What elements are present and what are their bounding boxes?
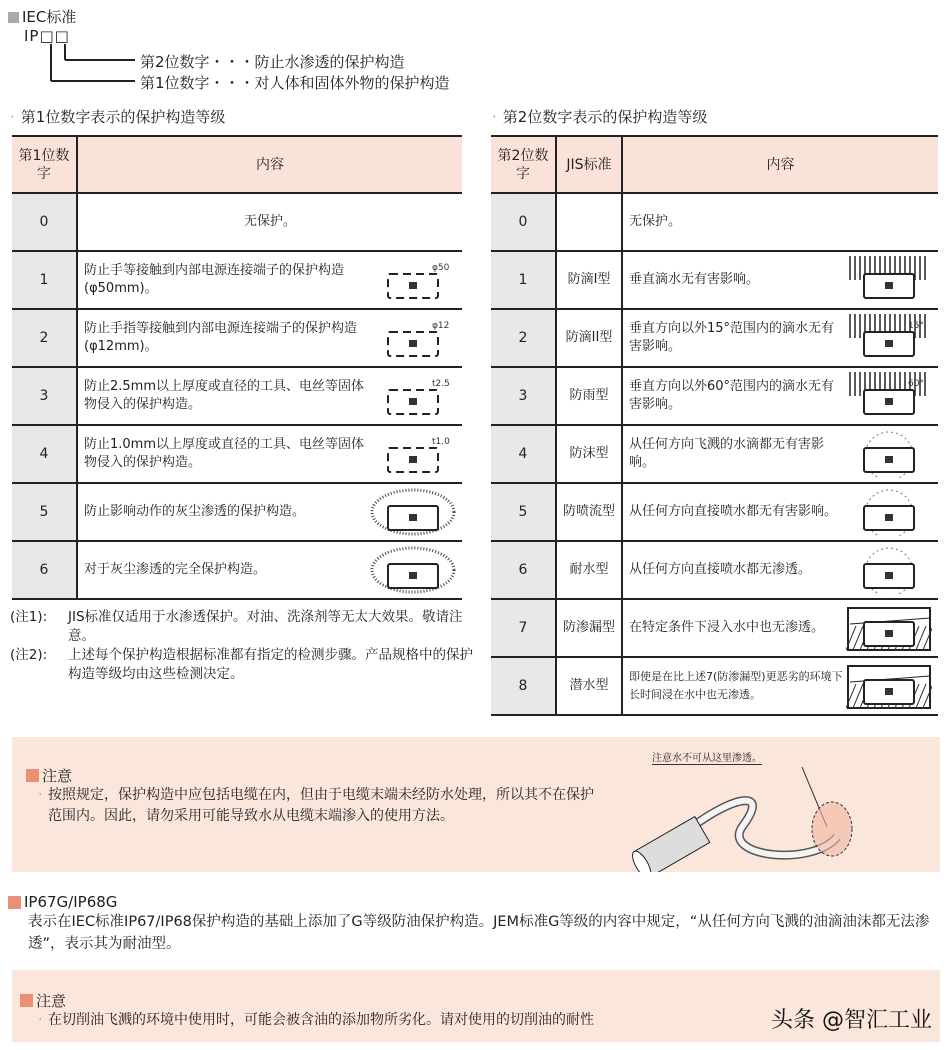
content-text: 即使是在比上述7(防渗漏型)更恶劣的环境下长时间浸在水中也无渗透。 <box>629 670 843 701</box>
content-cell <box>622 425 938 483</box>
content-text: 垂直方向以外15°范围内的滴水无有害影响。 <box>629 321 835 354</box>
ip67g-title: IP67G/IP68G <box>24 893 118 911</box>
square-bullet-icon <box>8 12 19 23</box>
ip67g-heading <box>8 893 117 911</box>
notice-title: 注意 <box>36 992 67 1010</box>
content-text: 防止1.0mm以上厚度或直径的工具、电丝等固体物侵入的保护构造。 <box>84 437 365 470</box>
digit-cell: 4 <box>12 425 77 483</box>
probe-12-icon <box>370 314 456 362</box>
legend-digit-1: 第1位数字・・・对人体和固体外物的保护构造 <box>140 74 450 92</box>
content-text: 无保护。 <box>629 214 682 229</box>
sensor-cable-illustration <box>622 767 872 872</box>
content-cell <box>77 309 462 367</box>
content-cell <box>77 251 462 309</box>
legend-bracket-lines <box>40 44 140 86</box>
table-row <box>491 483 938 541</box>
content-cell <box>622 309 938 367</box>
jis-cell: 防喷流型 <box>556 483 622 541</box>
notice-heading <box>26 765 72 786</box>
content-text: 防止手等接触到内部电源连接端子的保护构造(φ50mm)。 <box>84 263 345 296</box>
right-table-subtitle: · 第2位数字表示的保护构造等级 <box>492 108 708 126</box>
wire-2-5-icon <box>370 372 456 420</box>
col-header-content: 内容 <box>77 136 462 193</box>
svg-text:60°: 60° <box>908 379 924 389</box>
digit-cell: 3 <box>491 367 556 425</box>
table-row <box>491 367 938 425</box>
table-notes <box>10 608 480 684</box>
jis-cell: 防沫型 <box>556 425 622 483</box>
note-2 <box>10 646 480 684</box>
section-title <box>8 6 76 27</box>
water-jet-icon <box>846 488 932 536</box>
splash-icon <box>846 430 932 478</box>
rain-60deg-icon <box>846 372 932 420</box>
table-row <box>12 193 462 251</box>
square-bullet-icon <box>8 896 21 909</box>
col-header-digit: 第2位数字 <box>491 136 556 193</box>
digit-cell: 0 <box>491 193 556 251</box>
jis-cell: 潜水型 <box>556 657 622 715</box>
content-text: 垂直滴水无有害影响。 <box>629 272 760 287</box>
cable-notice <box>12 737 940 872</box>
content-text: 防止影响动作的灰尘渗透的保护构造。 <box>84 504 306 519</box>
digit-cell: 3 <box>12 367 77 425</box>
digit-cell: 1 <box>491 251 556 309</box>
content-text: 垂直方向以外60°范围内的滴水无有害影响。 <box>629 379 835 412</box>
note-text: 上述每个保护构造根据标准都有指定的检测步骤。产品规格中的保护构造等级均由这些检测决定。 <box>68 647 473 682</box>
digit-cell: 6 <box>12 541 77 599</box>
note-key: (注1): <box>10 609 48 625</box>
vertical-drip-icon <box>846 256 932 304</box>
content-text: 防止手指等接触到内部电源连接端子的保护构造(φ12mm)。 <box>84 321 358 354</box>
wire-1-0-icon <box>370 430 456 478</box>
digit-cell: 5 <box>491 483 556 541</box>
content-text: 防止2.5mm以上厚度或直径的工具、电丝等固体物侵入的保护构造。 <box>84 379 365 412</box>
jis-cell <box>556 193 622 251</box>
dust-tight-icon <box>370 546 456 594</box>
table-row <box>491 309 938 367</box>
content-cell <box>77 367 462 425</box>
table-row <box>12 541 462 599</box>
square-bullet-icon <box>26 769 39 782</box>
digit-cell: 4 <box>491 425 556 483</box>
second-digit-table <box>491 135 938 716</box>
subtitle-text: 第1位数字表示的保护构造等级 <box>20 108 226 126</box>
svg-text:t1.0: t1.0 <box>432 437 450 447</box>
table-row <box>12 425 462 483</box>
digit-cell: 7 <box>491 599 556 657</box>
digit-cell: 0 <box>12 193 77 251</box>
content-cell <box>622 251 938 309</box>
left-table-subtitle: · 第1位数字表示的保护构造等级 <box>10 108 226 126</box>
digit-cell: 8 <box>491 657 556 715</box>
probe-50-icon <box>370 256 456 304</box>
svg-text:φ12: φ12 <box>432 321 450 331</box>
table-row <box>491 599 938 657</box>
notice-heading <box>20 990 66 1011</box>
subtitle-text: 第2位数字表示的保护构造等级 <box>502 108 708 126</box>
content-cell <box>77 425 462 483</box>
note-1 <box>10 608 480 646</box>
digit-cell: 6 <box>491 541 556 599</box>
notice-text: · 按照规定，保护构造中应包括电缆在内，但由于电缆末端未经防水处理，所以其不在保护范围内。因此，请勿采用可能导致水从电缆末端渗入的使用方法。 <box>38 785 598 827</box>
col-header-digit: 第1位数字 <box>12 136 77 193</box>
note-text: JIS标准仅适用于水渗透保护。对油、洗涤剂等无太大效果。敬请注意。 <box>68 609 463 644</box>
jis-cell: 防渗漏型 <box>556 599 622 657</box>
content-text: 在特定条件下浸入水中也无渗透。 <box>629 620 825 635</box>
first-digit-table <box>12 135 462 600</box>
col-header-jis: JIS标准 <box>556 136 622 193</box>
content-cell <box>77 483 462 541</box>
notice-title: 注意 <box>42 767 73 785</box>
callout-text: 注意水不可从这里渗透。 <box>652 749 762 765</box>
jis-cell: 耐水型 <box>556 541 622 599</box>
table-row <box>12 251 462 309</box>
ip-code: IP□□ <box>24 27 70 45</box>
square-bullet-icon <box>20 994 33 1007</box>
content-text: 对于灰尘渗透的完全保护构造。 <box>84 562 267 577</box>
content-cell <box>77 193 462 251</box>
content-cell <box>622 657 938 715</box>
title-text: IEC标准 <box>22 8 77 26</box>
digit-cell: 2 <box>12 309 77 367</box>
digit-cell: 2 <box>491 309 556 367</box>
immersion-icon <box>846 604 932 652</box>
table-row <box>12 367 462 425</box>
table-row <box>12 483 462 541</box>
content-cell <box>77 541 462 599</box>
legend-digit-2: 第2位数字・・・防止水渗透的保护构造 <box>140 53 405 71</box>
jis-cell: 防滴II型 <box>556 309 622 367</box>
svg-text:φ50: φ50 <box>432 263 450 273</box>
table-row <box>491 541 938 599</box>
content-cell <box>622 541 938 599</box>
ip67g-text: 表示在IEC标准IP67/IP68保护构造的基础上添加了G等级防油保护构造。JEM标准G等级的内容中规定，“从任何方向飞溅的油滴油沫都无法渗透”，表示其为耐油型。 <box>28 914 930 952</box>
digit-cell: 1 <box>12 251 77 309</box>
drip-15deg-icon <box>846 314 932 362</box>
notice-text: · 在切削油飞溅的环境中使用时，可能会被含油的添加物所劣化。请对使用的切削油的耐性 <box>38 1010 798 1031</box>
col-header-content: 内容 <box>622 136 938 193</box>
content-cell <box>622 367 938 425</box>
svg-text:t2.5: t2.5 <box>432 379 450 389</box>
dust-protected-icon <box>370 488 456 536</box>
watermark: 头条 @智汇工业 <box>771 1008 932 1033</box>
table-row <box>491 425 938 483</box>
content-text: 从任何方向飞溅的水滴都无有害影响。 <box>629 437 825 470</box>
submersion-icon <box>846 662 932 710</box>
table-row <box>491 657 938 715</box>
table-row <box>12 309 462 367</box>
content-cell <box>622 193 938 251</box>
digit-cell: 5 <box>12 483 77 541</box>
table-row <box>491 193 938 251</box>
jis-cell: 防滴I型 <box>556 251 622 309</box>
content-cell <box>622 599 938 657</box>
jis-cell: 防雨型 <box>556 367 622 425</box>
svg-text:15°: 15° <box>908 321 924 331</box>
content-cell <box>622 483 938 541</box>
note-key: (注2): <box>10 647 48 663</box>
content-text: 从任何方向直接喷水都无有害影响。 <box>629 504 838 519</box>
powerful-jet-icon <box>846 546 932 594</box>
content-text: 从任何方向直接喷水都无渗透。 <box>629 562 812 577</box>
content-text: 无保护。 <box>243 214 296 229</box>
table-row <box>491 251 938 309</box>
